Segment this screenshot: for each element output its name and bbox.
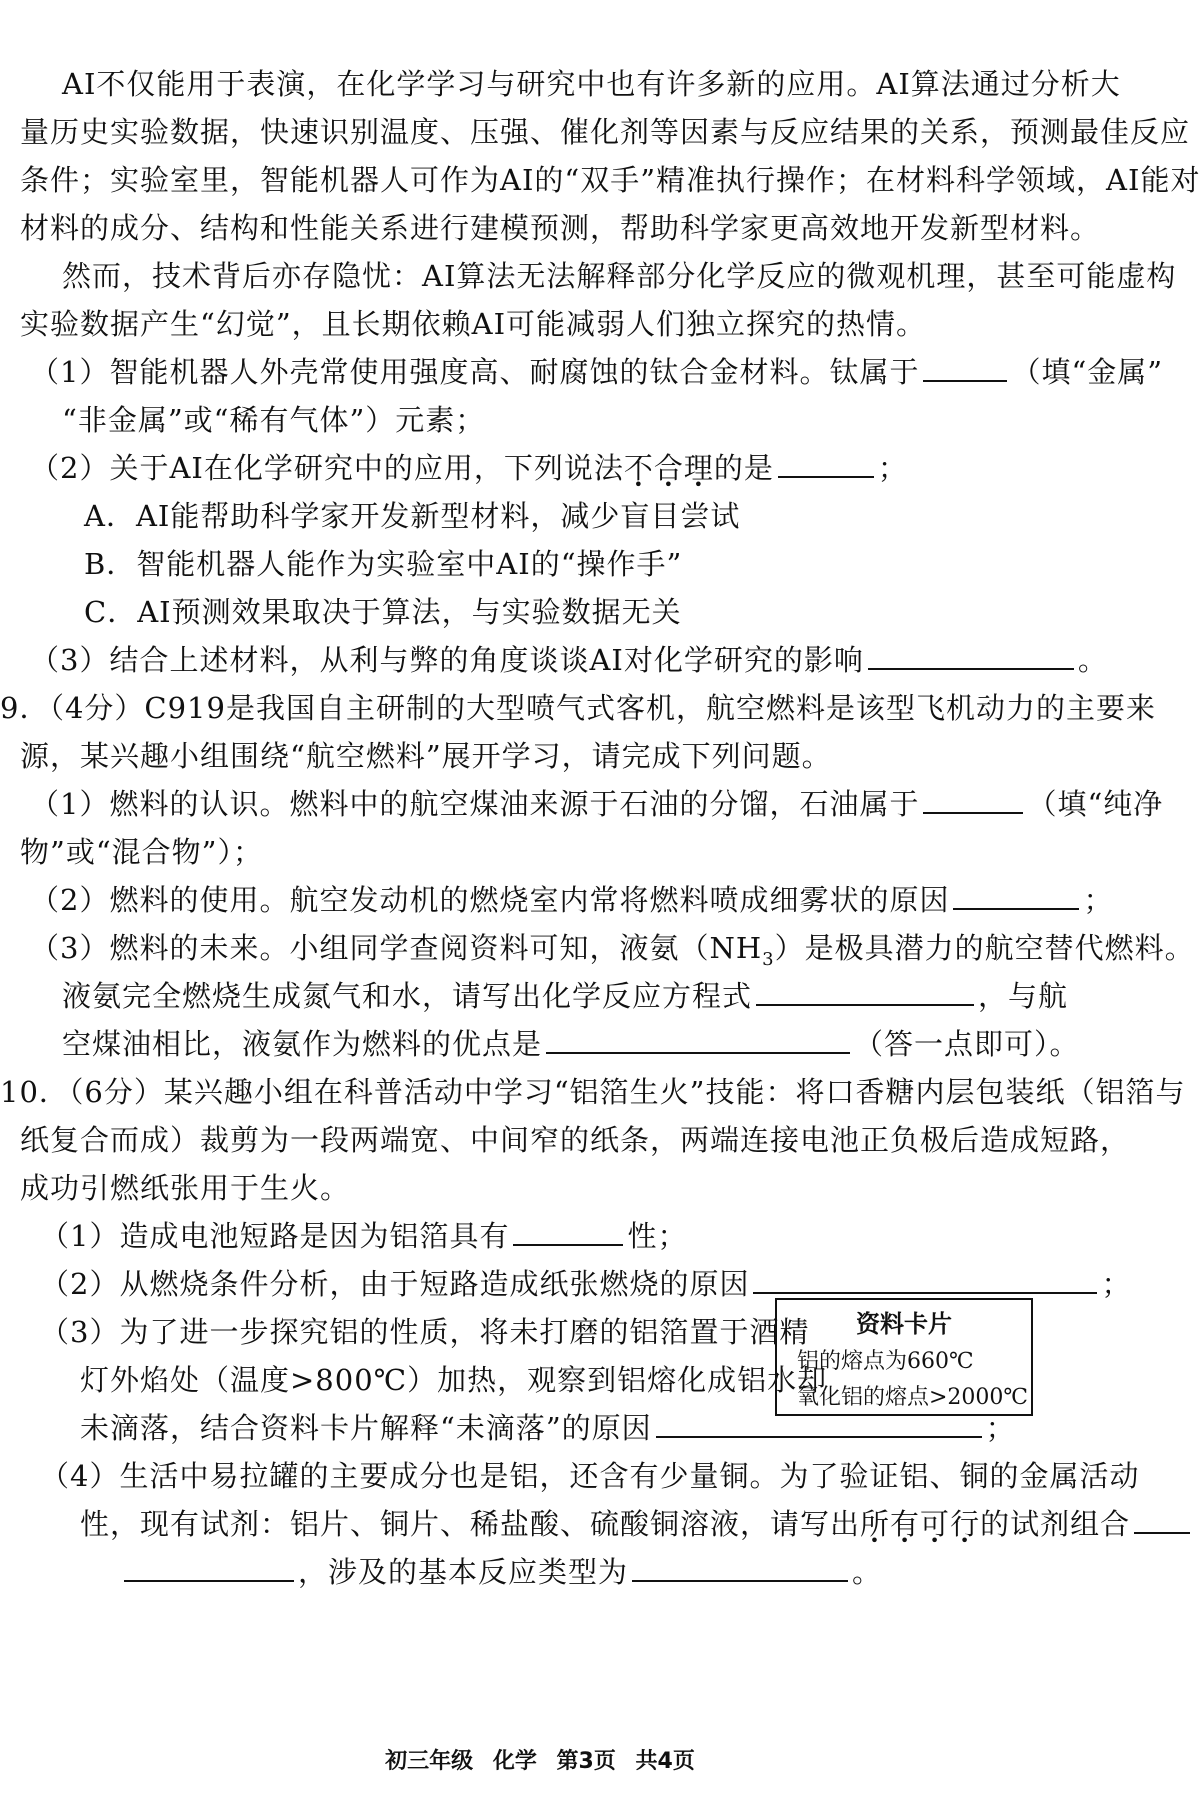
q10-heading-3: 成功引燃纸张用于生火。 — [20, 1171, 351, 1205]
q8-part2-text2: 的是 — [713, 451, 774, 485]
q10-part4-line2 — [80, 1504, 1194, 1544]
q9-part1-line2: 物”或“混合物”）； — [20, 835, 263, 869]
q9-heading-2: 源，某兴趣小组围绕“航空燃料”展开学习，请完成下列问题。 — [20, 739, 832, 773]
q9-part3-text6: （答一点即可）。 — [854, 1027, 1080, 1061]
q9-part3-text4: ，与航 — [978, 979, 1069, 1013]
q9-part1-hint: （填“纯净 — [1027, 787, 1164, 821]
q9-part3-line1 — [30, 928, 1195, 980]
answer-blank[interactable] — [953, 880, 1079, 910]
answer-blank[interactable] — [513, 1216, 623, 1246]
q10-part1 — [40, 1216, 687, 1256]
q9-heading-1: 9．（4分）C919是我国自主研制的大型喷气式客机，航空燃料是该型飞机动力的主要来 — [0, 691, 1156, 725]
intro-line-6: 实验数据产生“幻觉”，且长期依赖AI可能减弱人们独立探究的热情。 — [20, 307, 927, 341]
q10-part1-text: （1）造成电池短路是因为铝箔具有 — [40, 1219, 510, 1253]
answer-blank[interactable] — [632, 1552, 848, 1582]
q9-part3-text5: 空煤油相比，液氨作为燃料的优点是 — [62, 1027, 543, 1061]
answer-blank[interactable] — [753, 1264, 1097, 1294]
q10-part4-text3: ，涉及的基本反应类型为 — [298, 1555, 629, 1589]
answer-blank[interactable] — [1134, 1504, 1190, 1534]
punct: ； — [985, 1411, 1016, 1445]
intro-line-1: AI不仅能用于表演，在化学学习与研究中也有许多新的应用。AI算法通过分析大 — [62, 67, 1121, 101]
punct: 。 — [1077, 643, 1108, 677]
emphasis-text: 不合理 — [623, 451, 714, 485]
answer-blank[interactable] — [124, 1552, 294, 1582]
q9-part2-text: （2）燃料的使用。航空发动机的燃烧室内常将燃料喷成细雾状的原因 — [30, 883, 950, 917]
answer-blank[interactable] — [546, 1024, 850, 1054]
q8-part2 — [30, 448, 908, 488]
answer-blank[interactable] — [923, 352, 1007, 382]
q8-part3 — [30, 640, 1108, 680]
q9-part3-text: （3）燃料的未来。小组同学查阅资料可知，液氨（NH — [30, 931, 763, 965]
info-card-title: 资料卡片 — [856, 1309, 952, 1338]
q10-part3-text: 未滴落，结合资料卡片解释“未滴落”的原因 — [80, 1411, 652, 1445]
emphasis-text: 所有可行 — [860, 1507, 981, 1541]
q9-part3-line3 — [62, 1024, 1080, 1064]
subscript: 3 — [762, 948, 775, 970]
q8-option-b: B．智能机器人能作为实验室中AI的“操作手” — [84, 547, 683, 581]
q10-part4-line1: （4）生活中易拉罐的主要成分也是铝，还含有少量铜。为了验证铝、铜的金属活动 — [40, 1459, 1140, 1493]
q10-part4-text: 性，现有试剂：铝片、铜片、稀盐酸、硫酸铜溶液，请写出 — [80, 1507, 861, 1541]
intro-line-2: 量历史实验数据，快速识别温度、压强、催化剂等因素与反应结果的关系，预测最佳反应 — [20, 115, 1191, 149]
q8-option-a: A．AI能帮助科学家开发新型材料，减少盲目尝试 — [84, 499, 741, 533]
q8-part1-text: （1）智能机器人外壳常使用强度高、耐腐蚀的钛合金材料。钛属于 — [30, 355, 920, 389]
q9-part3-text2: ）是极具潜力的航空替代燃料。 — [774, 931, 1195, 965]
punct: ； — [1101, 1267, 1132, 1301]
page-footer — [0, 1744, 1080, 1775]
intro-line-3: 条件；实验室里，智能机器人可作为AI的“双手”精准执行操作；在材料科学领域，AI能对 — [20, 163, 1200, 197]
q10-part2-text: （2）从燃烧条件分析，由于短路造成纸张燃烧的原因 — [40, 1267, 750, 1301]
q9-part1-line1 — [30, 784, 1163, 824]
q10-part3-line2: 灯外焰处（温度>800℃）加热，观察到铝熔化成铝水却 — [80, 1363, 828, 1397]
footer-page: 第3页 — [556, 1749, 616, 1774]
footer-subject: 化学 — [492, 1749, 537, 1774]
footer-total: 共4页 — [635, 1749, 695, 1774]
intro-line-5: 然而，技术背后亦存隐忧：AI算法无法解释部分化学反应的微观机理，甚至可能虚构 — [62, 259, 1177, 293]
q10-part3-line1: （3）为了进一步探究铝的性质，将未打磨的铝箔置于酒精 — [40, 1315, 810, 1349]
q10-heading-1: 10．（6分）某兴趣小组在科普活动中学习“铝箔生火”技能：将口香糖内层包装纸（铝箔与 — [0, 1075, 1186, 1109]
answer-blank[interactable] — [868, 640, 1074, 670]
info-card-line-1: 铝的熔点为660℃ — [797, 1349, 974, 1374]
q9-part1-text: （1）燃料的认识。燃料中的航空煤油来源于石油的分馏，石油属于 — [30, 787, 920, 821]
q10-part4-text2: 的试剂组合 — [980, 1507, 1131, 1541]
q9-part3-line2 — [62, 976, 1068, 1016]
q10-heading-2: 纸复合而成）裁剪为一段两端宽、中间窄的纸条，两端连接电池正负极后造成短路， — [20, 1123, 1131, 1157]
info-card-line-2: 氧化铝的熔点>2000℃ — [797, 1385, 1029, 1410]
q8-part3-text: （3）结合上述材料，从利与弊的角度谈谈AI对化学研究的影响 — [30, 643, 864, 677]
q8-part1-hint: （填“金属” — [1011, 355, 1164, 389]
q10-part1-text2: 性； — [627, 1219, 688, 1253]
answer-blank[interactable] — [778, 448, 874, 478]
punct: ； — [1083, 883, 1114, 917]
q9-part3-text3: 液氨完全燃烧生成氮气和水，请写出化学反应方程式 — [62, 979, 753, 1013]
answer-blank[interactable] — [923, 784, 1023, 814]
intro-line-4: 材料的成分、结构和性能关系进行建模预测，帮助科学家更高效地开发新型材料。 — [20, 211, 1101, 245]
q9-part2 — [30, 880, 1113, 920]
q10-part4-line3 — [120, 1552, 882, 1592]
q8-part1-line1 — [30, 352, 1163, 392]
q8-part1-line2: “非金属”或“稀有气体”）元素； — [62, 403, 486, 437]
punct: ； — [877, 451, 908, 485]
footer-grade: 初三年级 — [385, 1749, 474, 1774]
q8-option-c: C．AI预测效果取决于算法，与实验数据无关 — [84, 595, 682, 629]
q8-part2-text: （2）关于AI在化学研究中的应用，下列说法 — [30, 451, 624, 485]
punct: 。 — [852, 1555, 883, 1589]
info-card — [775, 1298, 1033, 1416]
answer-blank[interactable] — [756, 976, 974, 1006]
